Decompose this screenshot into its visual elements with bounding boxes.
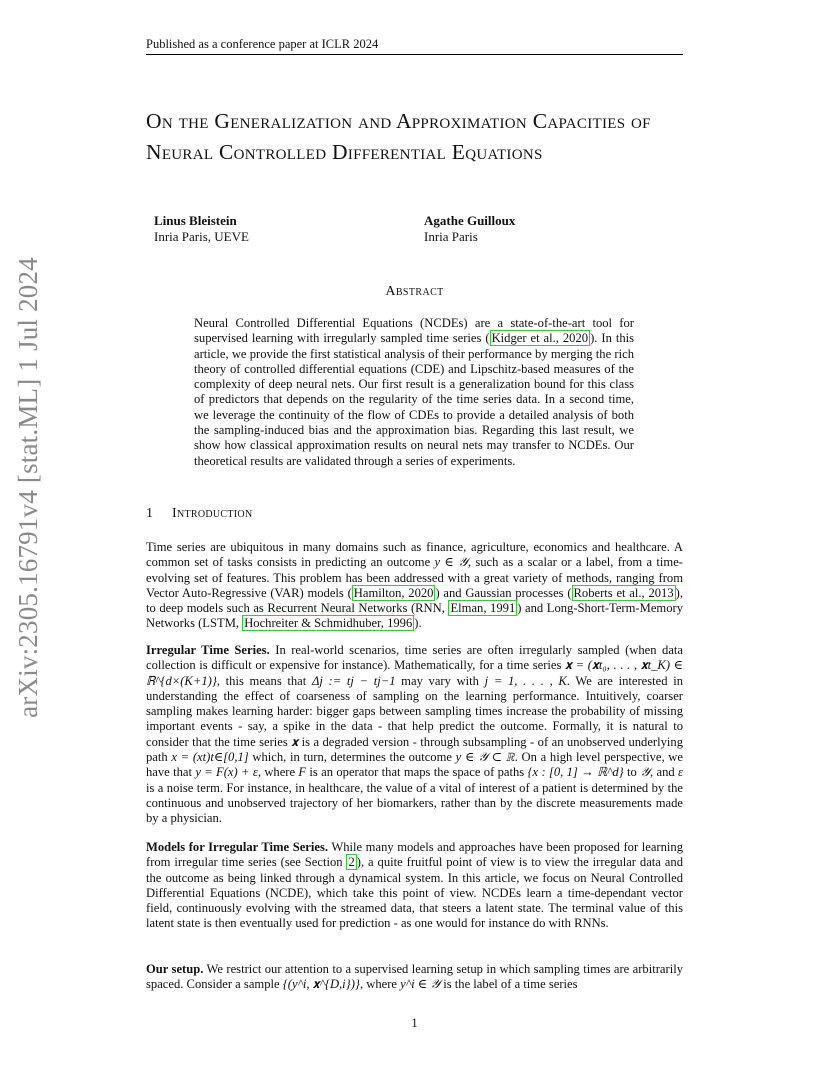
- math-inline: 𝒴: [640, 765, 651, 780]
- math-inline: {x : [0, 1] → ℝ^d}: [527, 765, 624, 780]
- author-affiliation: Inria Paris, UEVE: [154, 229, 249, 244]
- math-inline: y^i ∈ 𝒴: [400, 977, 441, 992]
- math-inline: x = (xt)t∈[0,1]: [171, 750, 249, 765]
- body-text: Time series are ubiquitous in many domains such as finance, agriculture, economics and healthcare. A common set of tasks consists in predicting an outcome: [146, 540, 683, 570]
- body-text: , this means that: [216, 673, 312, 688]
- paper-title: On the Generalization and Approximation Capacities of Neural Controlled Differential Equations: [146, 109, 651, 164]
- author-block: [424, 213, 515, 245]
- intro-paragraph: [146, 540, 683, 632]
- body-text: , such as a scalar or a label, from a time-evolving set of features. This problem has been addressed with a great variety of methods, ranging from Vector Auto-Regressive (VAR) models (: [146, 555, 683, 600]
- arxiv-identifier-text: arXiv:2305.16791v4 [stat.ML] 1 Jul 2024: [12, 257, 43, 718]
- math-inline: ε: [678, 765, 683, 780]
- body-text: ) and Long-Short-Term-Memory Networks (LSTM,: [146, 601, 683, 631]
- math-inline: 𝐱: [291, 734, 299, 749]
- body-text: , and: [650, 765, 679, 780]
- math-inline: y = F(x) + ε: [195, 765, 258, 780]
- author-block: [154, 213, 249, 245]
- author-name: Agathe Guilloux: [424, 213, 516, 228]
- math-inline: Δj := tj − tj−1: [311, 673, 396, 688]
- paragraph-run-in-heading: Our setup.: [146, 962, 204, 976]
- setup-paragraph: [146, 962, 683, 993]
- body-text: is a degraded version - through subsampling - of an unobserved underlying path: [146, 734, 684, 765]
- section-title: Introduction: [172, 506, 253, 521]
- abstract-body: [194, 316, 634, 469]
- citation-link[interactable]: Elman, 1991: [450, 601, 516, 616]
- body-text: is the label of a time series: [440, 977, 578, 992]
- abstract-heading: Abstract: [385, 284, 444, 299]
- irregular-time-series-paragraph: [146, 643, 683, 827]
- math-inline: F: [298, 765, 307, 780]
- citation-link[interactable]: Hochreiter & Schmidhuber, 1996: [244, 616, 413, 631]
- arxiv-identifier: [10, 257, 46, 718]
- paragraph-run-in-heading: Models for Irregular Time Series.: [146, 840, 329, 854]
- paragraph-run-in-heading: Irregular Time Series.: [146, 643, 270, 657]
- body-text: may vary with: [395, 673, 485, 688]
- body-text: . We are interested in understanding the effect of coarseness of sampling on the learning performance. Intuitively, coarser sampling makes learning harder: bigger gaps between sampling times increase the probability of missing important events - say, a spike in the data - that help predict the outcome. Formally, it is natural to consider that the time series: [146, 673, 683, 749]
- page-number: 1: [411, 1016, 418, 1030]
- author-affiliation: Inria Paris: [424, 229, 478, 244]
- body-text: , where: [257, 765, 299, 780]
- body-text: ), a quite fruitful point of view is to view the irregular data and the outcome as being linked through a dynamical system. In this article, we focus on Neural Controlled Differential Equations (NCDE), which take this point of view. NCDEs learn a time-dependant vector field, continuously evolving with the streamed data, that steers a latent state. The terminal value of this latent state is then eventually used for prediction - as one would for instance do with RNNs.: [146, 855, 683, 931]
- section-link[interactable]: 2: [348, 855, 355, 870]
- abstract-text: ). In this article, we provide the first statistical analysis of their performance by merging the rich theory of controlled differential equations (CDE) and Lipschitz-based measures of the complexity of deep neural nets. Our first result is a generalization bound for this class of predictors that depends on the regularity of the time series data. In a second time, we leverage the continuity of the flow of CDEs to provide a detailed analysis of both the sampling-induced bias and the approximation bias. Regarding this last result, we show how classical approximation results on neural nets may transfer to NCDEs. Our theoretical results are validated through a series of experiments.: [194, 331, 635, 468]
- models-paragraph: [146, 840, 683, 932]
- math-inline: 𝐱 = (𝐱t₀, . . . , 𝐱t_K) ∈ ℝ^{d×(K+1)}: [146, 658, 683, 688]
- body-text: is a noise term. For instance, in healthcare, the value of a vital of interest of a patient is determined by the continuous and unobserved trajectory of her biomarkers, rather than by the discrete measurements made by a physician.: [146, 780, 683, 826]
- math-inline: y ∈ 𝒴 ⊂ ℝ: [455, 750, 515, 765]
- citation-link[interactable]: Roberts et al., 2013: [573, 585, 674, 600]
- citation-link[interactable]: Hamilton, 2020: [353, 585, 434, 600]
- body-text: , where: [359, 977, 401, 992]
- math-inline: j = 1, . . . , K: [484, 673, 567, 688]
- body-text: While many models and approaches have been proposed for learning from irregular time series (see Section: [146, 840, 683, 870]
- body-text: to: [623, 765, 641, 780]
- body-text: We restrict our attention to a supervised learning setup in which sampling times are arbitrarily spaced. Consider a sample: [146, 962, 683, 992]
- conference-header: Published as a conference paper at ICLR 2024: [146, 36, 683, 55]
- body-text: ).: [414, 616, 422, 631]
- section-number: 1: [146, 506, 154, 521]
- section-heading: [146, 506, 252, 522]
- body-text: is an operator that maps the space of paths: [306, 765, 528, 780]
- abstract-text: Neural Controlled Differential Equations (NCDEs) are a state-of-the-art tool for supervised learning with irregularly sampled time series (: [194, 316, 634, 346]
- math-inline: y ∈ 𝒴: [434, 555, 468, 570]
- body-text: In real-world scenarios, time series are often irregularly sampled (when data collection is difficult or expensive for instance). Mathematically, for a time series: [146, 643, 684, 673]
- body-text: . On a high level perspective, we have that: [146, 750, 683, 780]
- math-inline: {(y^i, 𝐱^{D,i})}: [282, 977, 360, 992]
- citation-link[interactable]: Kidger et al., 2020: [491, 331, 589, 346]
- body-text: ) and Gaussian processes (: [435, 585, 572, 600]
- body-text: ), to deep models such as Recurrent Neural Networks (RNN,: [146, 585, 683, 616]
- author-name: Linus Bleistein: [154, 213, 237, 228]
- body-text: which, in turn, determines the outcome: [248, 750, 456, 765]
